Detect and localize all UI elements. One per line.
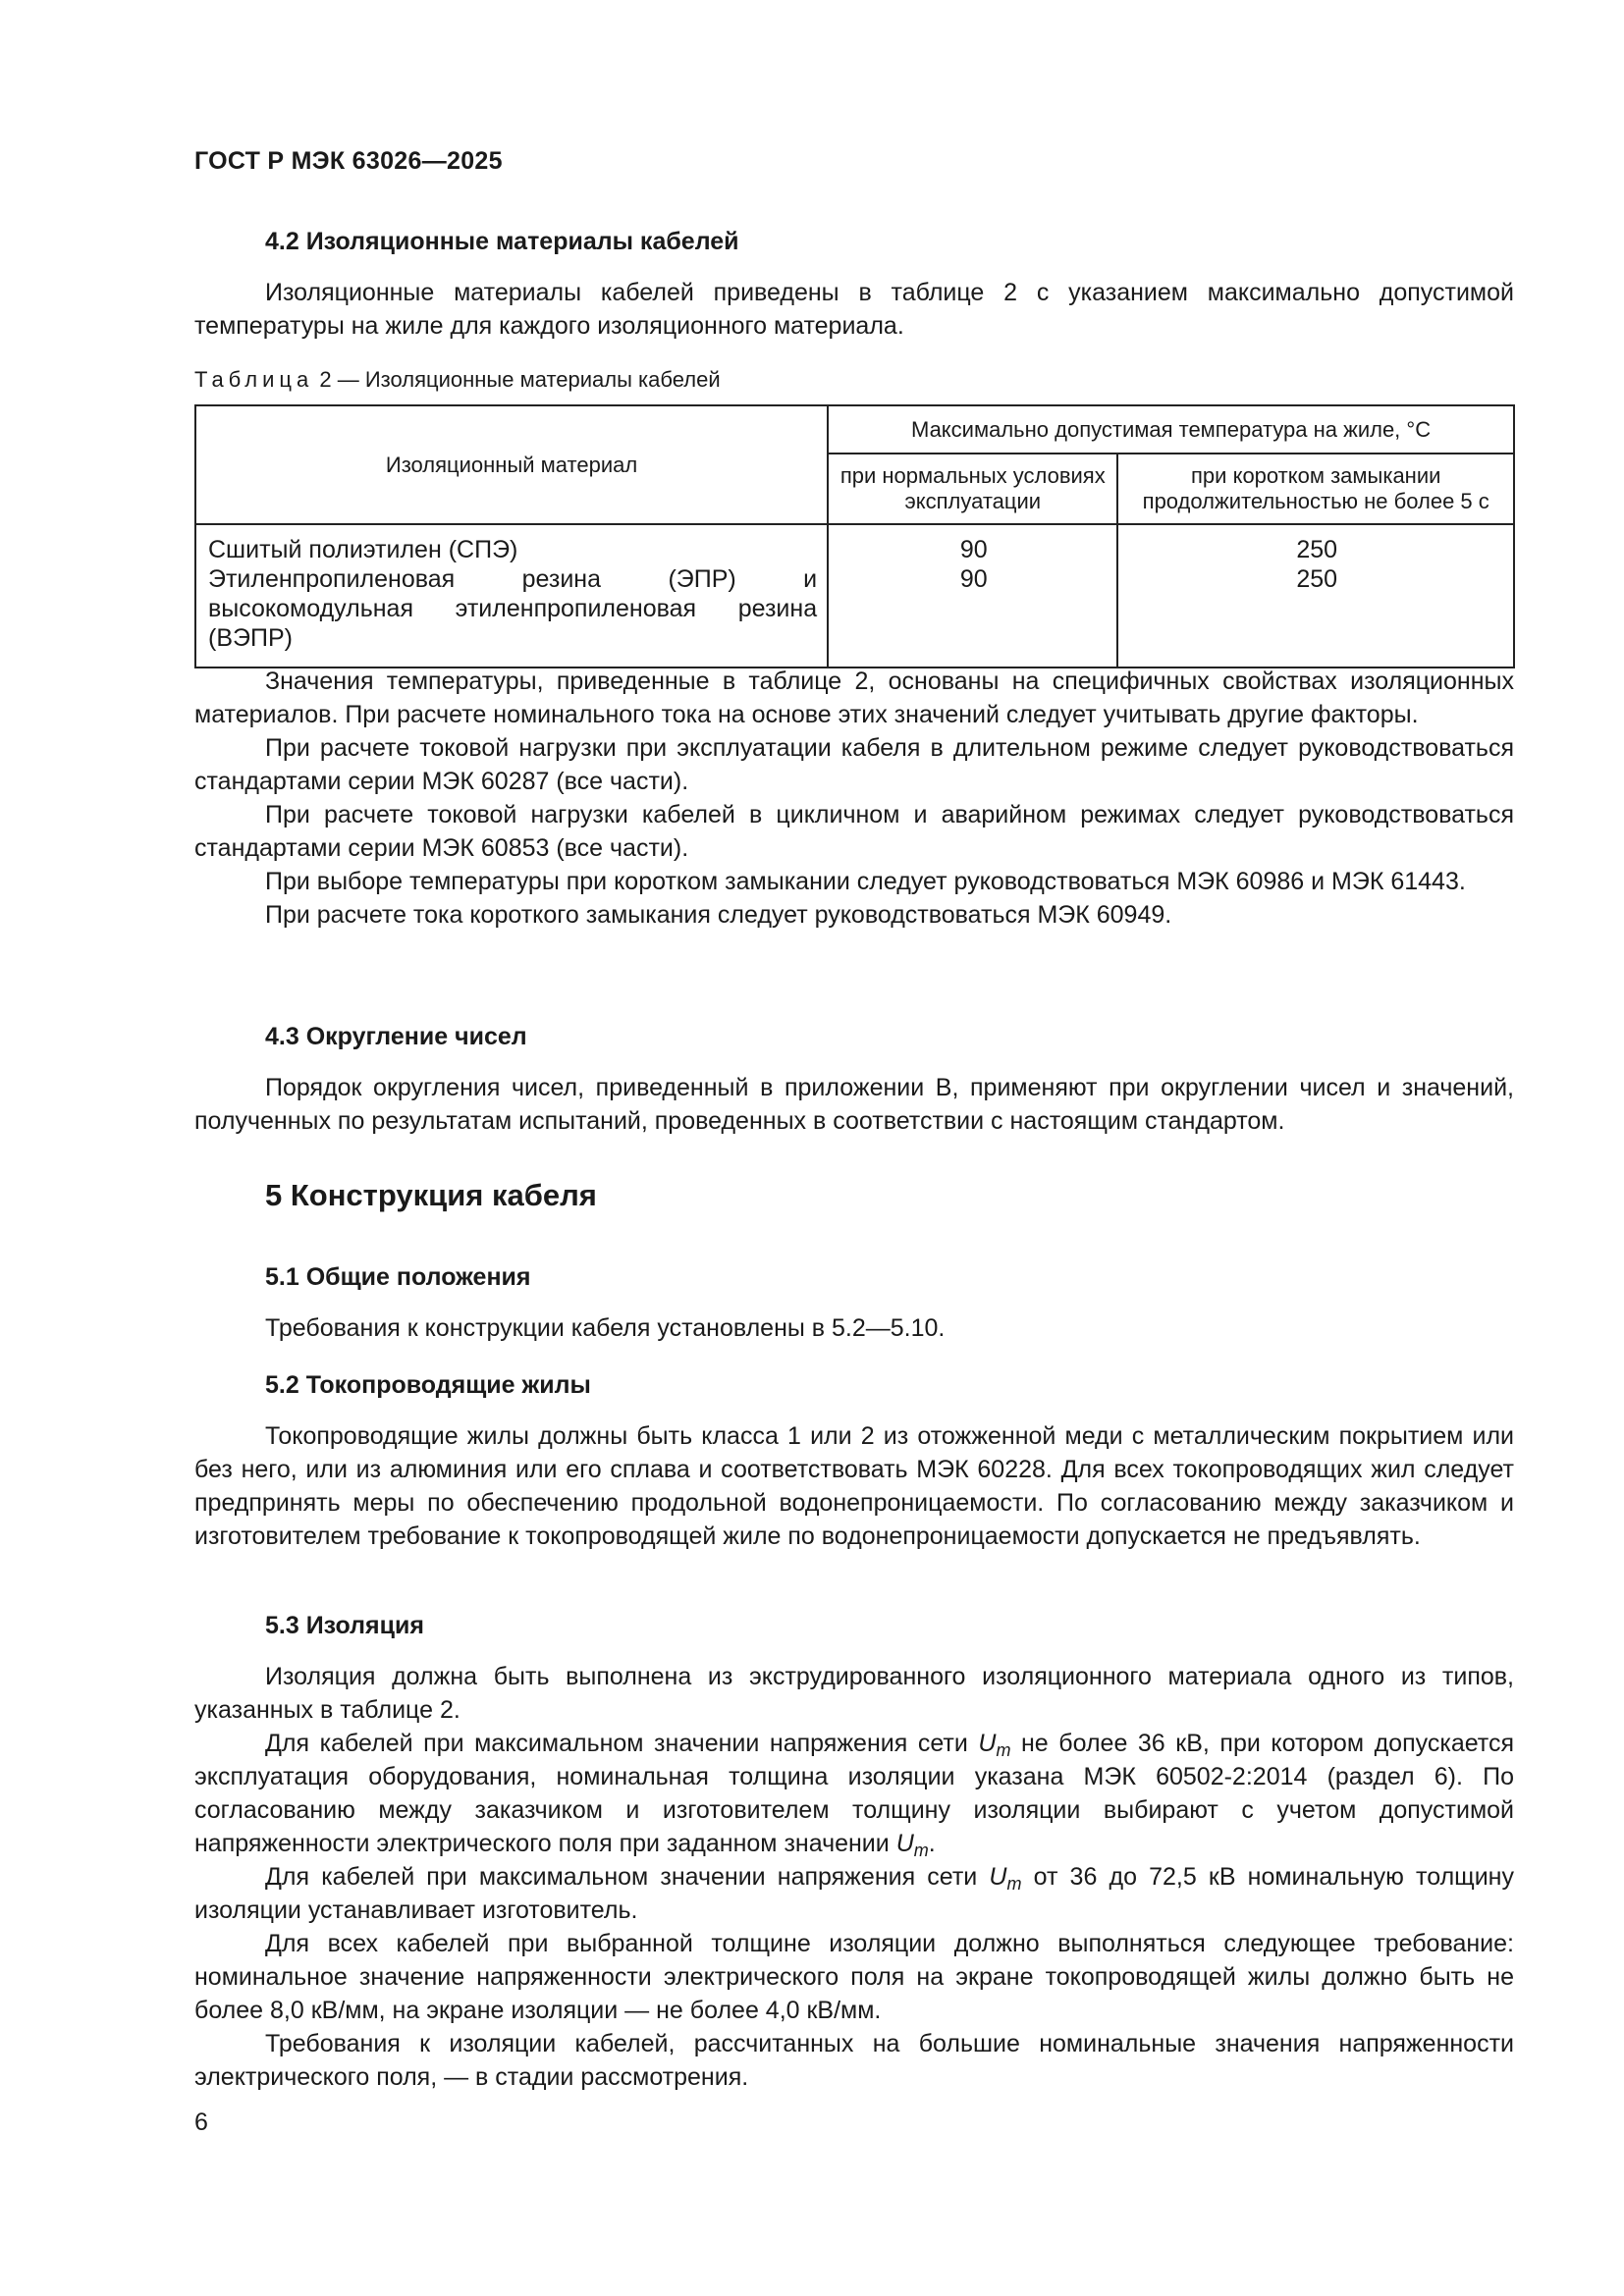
table-caption-text: 2 — Изоляционные материалы кабелей <box>313 367 721 392</box>
paragraph-insulation-type: Изоляция должна быть выполнена из экструдированного изоляционного материала одного из типов, указанных в таблице 2. <box>194 1663 1514 1724</box>
paragraph-conductors: Токопроводящие жилы должны быть класса 1 или 2 из отожженной меди с металлическим покрытием или без него, или из алюминия или его сплава и соответствовать МЭК 60228. Для всех токопроводящих жил следует предпринять меры по обеспечению продольной водонепроницаемости. По согласованию между заказчиком и изготовителем требование к токопроводящей жиле по водонепроницаемости допускается не предъявлять. <box>194 1422 1514 1550</box>
header-max-temp: Максимально допустимая температура на жиле, °C <box>828 405 1514 454</box>
paragraph-insulation-72kv <box>194 1860 1514 1927</box>
symbol-u: U <box>895 1830 914 1857</box>
header-normal: при нормальных условиях эксплуатации <box>828 454 1117 524</box>
after-table-block <box>194 665 1514 932</box>
material-row-1: Сшитый полиэтилен (СПЭ) <box>208 536 518 563</box>
p2-part-c: . <box>928 1830 936 1857</box>
normal-temp-row-1: 90 <box>959 536 988 563</box>
paragraph-field-strength: Для всех кабелей при выбранной толщине изоляции должно выполняться следующее требование: номинальное значение напряженности электрического поля на экране токопроводящей жилы должно быть не более 8,0 кВ/мм, на экране изоляции — не более 4,0 кВ/мм. <box>194 1930 1514 2024</box>
symbol-u: U <box>989 1863 1007 1891</box>
table-2 <box>194 404 1515 668</box>
paragraph-under-review: Требования к изоляции кабелей, рассчитанных на большие номинальные значения напряженности электрического поля, — в стадии рассмотрения. <box>194 2030 1514 2091</box>
table-2-caption <box>194 367 1514 393</box>
document-header: ГОСТ Р МЭК 63026—2025 <box>194 147 503 175</box>
section-5-2-body <box>194 1419 1514 1553</box>
paragraph-60853: При расчете токовой нагрузки кабелей в цикличном и аварийном режимах следует руководствоваться стандартами серии МЭК 60853 (все части). <box>194 801 1514 862</box>
section-4-2-intro: Изоляционные материалы кабелей приведены в таблице 2 с указанием максимально допустимой температуры на жиле для каждого изоляционного материала. <box>194 279 1514 340</box>
section-5-3-body <box>194 1660 1514 2094</box>
normal-temp-row-2: 90 <box>959 565 988 593</box>
symbol-m: m <box>996 1740 1011 1760</box>
symbol-m: m <box>913 1841 929 1860</box>
symbol-u: U <box>978 1730 997 1757</box>
short-temp-row-2: 250 <box>1296 565 1338 593</box>
symbol-m: m <box>1006 1874 1022 1894</box>
p2-part-b: не более 36 кВ, при котором допускается эксплуатация оборудования, номинальная толщина изоляции указана МЭК 60502-2:2014 (раздел 6). По согласованию между заказчиком и изготовителем толщину изоляции выбирают с учетом допустимой напряженности электрического поля при заданном значении <box>194 1730 1514 1857</box>
paragraph-insulation-36kv <box>194 1727 1514 1860</box>
p3-part-a: Для кабелей при максимальном значении напряжения сети <box>265 1863 990 1891</box>
cell-normal-temps <box>828 524 1117 667</box>
paragraph-rounding: Порядок округления чисел, приведенный в приложении В, применяют при округлении чисел и значений, полученных по результатам испытаний, проведенных в соответствии с настоящим стандартом. <box>194 1074 1514 1135</box>
section-5-1-body <box>194 1311 1514 1345</box>
paragraph-construction-req: Требования к конструкции кабеля установлены в 5.2—5.10. <box>265 1314 946 1342</box>
section-4-3-body <box>194 1071 1514 1138</box>
section-5-title-block <box>194 1178 1514 1213</box>
paragraph-60986: При выборе температуры при коротком замыкании следует руководствоваться МЭК 60986 и МЭК 61443. <box>265 868 1466 895</box>
cell-materials <box>195 524 828 667</box>
section-5-1-title-block <box>194 1263 1514 1292</box>
header-material: Изоляционный материал <box>195 405 828 524</box>
section-4-2-intro-block <box>194 276 1514 343</box>
section-4-2-title-block <box>194 228 1514 256</box>
table-row <box>195 524 1514 667</box>
section-4-3-title: 4.3 Округление чисел <box>265 1023 527 1050</box>
paragraph-60949: При расчете тока короткого замыкания следует руководствоваться МЭК 60949. <box>265 901 1172 929</box>
section-5-2-title: 5.2 Токопроводящие жилы <box>265 1371 591 1399</box>
section-5-3-title: 5.3 Изоляция <box>265 1612 424 1639</box>
header-short-circuit: при коротком замыкании продолжительностью не более 5 с <box>1117 454 1514 524</box>
p3-part-b: от 36 до 72,5 кВ номинальную толщину изоляции устанавливает изготовитель. <box>194 1863 1514 1924</box>
section-5-2-title-block <box>194 1371 1514 1400</box>
section-4-2-title: 4.2 Изоляционные материалы кабелей <box>265 228 739 255</box>
p2-part-a: Для кабелей при максимальном значении напряжения сети <box>265 1730 979 1757</box>
material-row-2: Этиленпропиленовая резина (ЭПР) и высокомодульная этиленпропиленовая резина (ВЭПР) <box>208 565 818 652</box>
cell-short-temps <box>1117 524 1514 667</box>
section-5-title: 5 Конструкция кабеля <box>265 1178 597 1212</box>
section-5-3-title-block <box>194 1612 1514 1640</box>
table-caption-prefix: Таблица <box>194 367 314 392</box>
section-4-3-title-block <box>194 1023 1514 1051</box>
short-temp-row-1: 250 <box>1296 536 1338 563</box>
paragraph-60287: При расчете токовой нагрузки при эксплуатации кабеля в длительном режиме следует руководствоваться стандартами серии МЭК 60287 (все части). <box>194 734 1514 795</box>
paragraph-temperature-note: Значения температуры, приведенные в таблице 2, основаны на специфичных свойствах изоляционных материалов. При расчете номинального тока на основе этих значений следует учитывать другие факторы. <box>194 667 1514 728</box>
page-number: 6 <box>194 2109 208 2136</box>
section-5-1-title: 5.1 Общие положения <box>265 1263 531 1291</box>
